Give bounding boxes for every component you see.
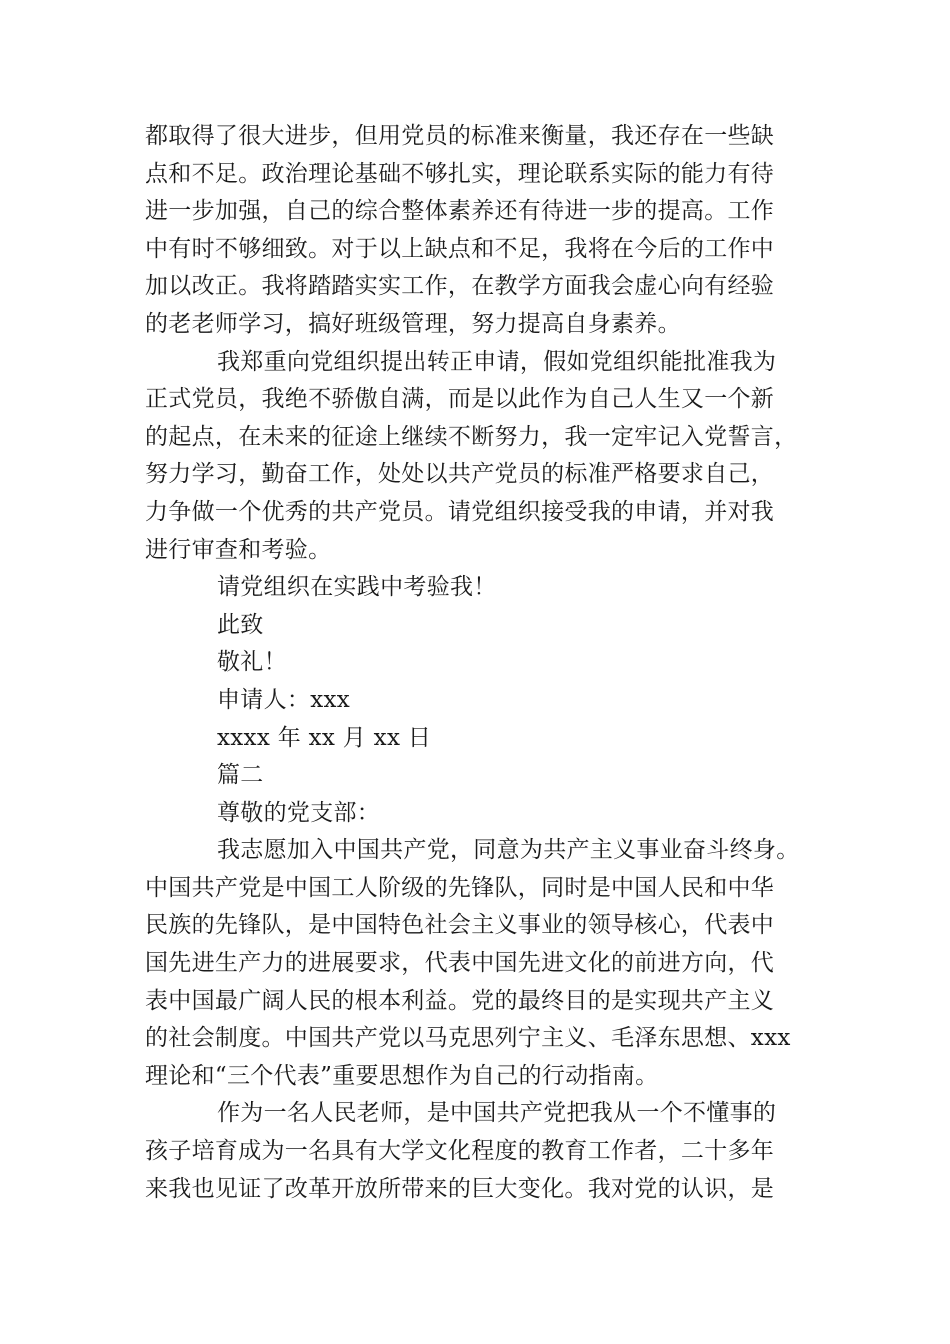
paragraph-start-line: 我志愿加入中国共产党，同意为共产主义事业奋斗终身。 [217, 837, 800, 864]
section-heading: 篇二 [217, 762, 264, 789]
text-line: 表中国最广阔人民的根本利益。党的最终目的是实现共产主义 [145, 987, 775, 1014]
paragraph-start-line: 我郑重向党组织提出转正申请，假如党组织能批准我为 [217, 348, 777, 375]
text-line: 的社会制度。中国共产党以马克思列宁主义、毛泽东思想、xxx [145, 1025, 791, 1052]
text-line: 努力学习，勤奋工作，处处以共产党员的标准严格要求自己， [145, 461, 775, 488]
text-line: 都取得了很大进步，但用党员的标准来衡量，我还存在一些缺 [145, 123, 775, 149]
text-line: 力争做一个优秀的共产党员。请党组织接受我的申请，并对我 [145, 498, 775, 525]
text-line: 中国共产党是中国工人阶级的先锋队，同时是中国人民和中华 [145, 874, 775, 901]
text-line: 进行审查和考验。 [145, 536, 332, 563]
text-line: 民族的先锋队，是中国特色社会主义事业的领导核心，代表中 [145, 912, 775, 939]
salutation-line: 此致 [217, 611, 264, 638]
text-line: 理论和“三个代表”重要思想作为自己的行动指南。 [145, 1062, 659, 1089]
text-line: 的老老师学习，搞好班级管理，努力提高自身素养。 [145, 310, 681, 337]
greeting-line: 尊敬的党支部： [217, 799, 381, 826]
text-line: 孩子培育成为一名具有大学文化程度的教育工作者，二十多年 [145, 1138, 775, 1165]
applicant-line: 申请人：xxx [217, 686, 351, 713]
closing-request-line: 请党组织在实践中考验我！ [217, 574, 497, 601]
text-line: 点和不足。政治理论基础不够扎实，理论联系实际的能力有待 [145, 160, 775, 187]
salutation-line: 敬礼！ [217, 649, 287, 676]
document-body [145, 118, 805, 1208]
paragraph-start-line: 作为一名人民老师，是中国共产党把我从一个不懂事的 [217, 1100, 777, 1127]
date-line: xxxx 年 xx 月 xx 日 [217, 724, 432, 751]
text-line: 加以改正。我将踏踏实实工作，在教学方面我会虚心向有经验 [145, 273, 775, 300]
text-line: 进一步加强，自己的综合整体素养还有待进一步的提高。工作 [145, 198, 775, 225]
text-line: 的起点，在未来的征途上继续不断努力，我一定牢记入党誓言， [145, 423, 798, 450]
text-line: 来我也见证了改革开放所带来的巨大变化。我对党的认识，是 [145, 1175, 775, 1202]
text-line: 正式党员，我绝不骄傲自满，而是以此作为自己人生又一个新 [145, 386, 775, 413]
text-line: 国先进生产力的进展要求，代表中国先进文化的前进方向，代 [145, 950, 775, 977]
text-line: 中有时不够细致。对于以上缺点和不足，我将在今后的工作中 [145, 235, 775, 262]
